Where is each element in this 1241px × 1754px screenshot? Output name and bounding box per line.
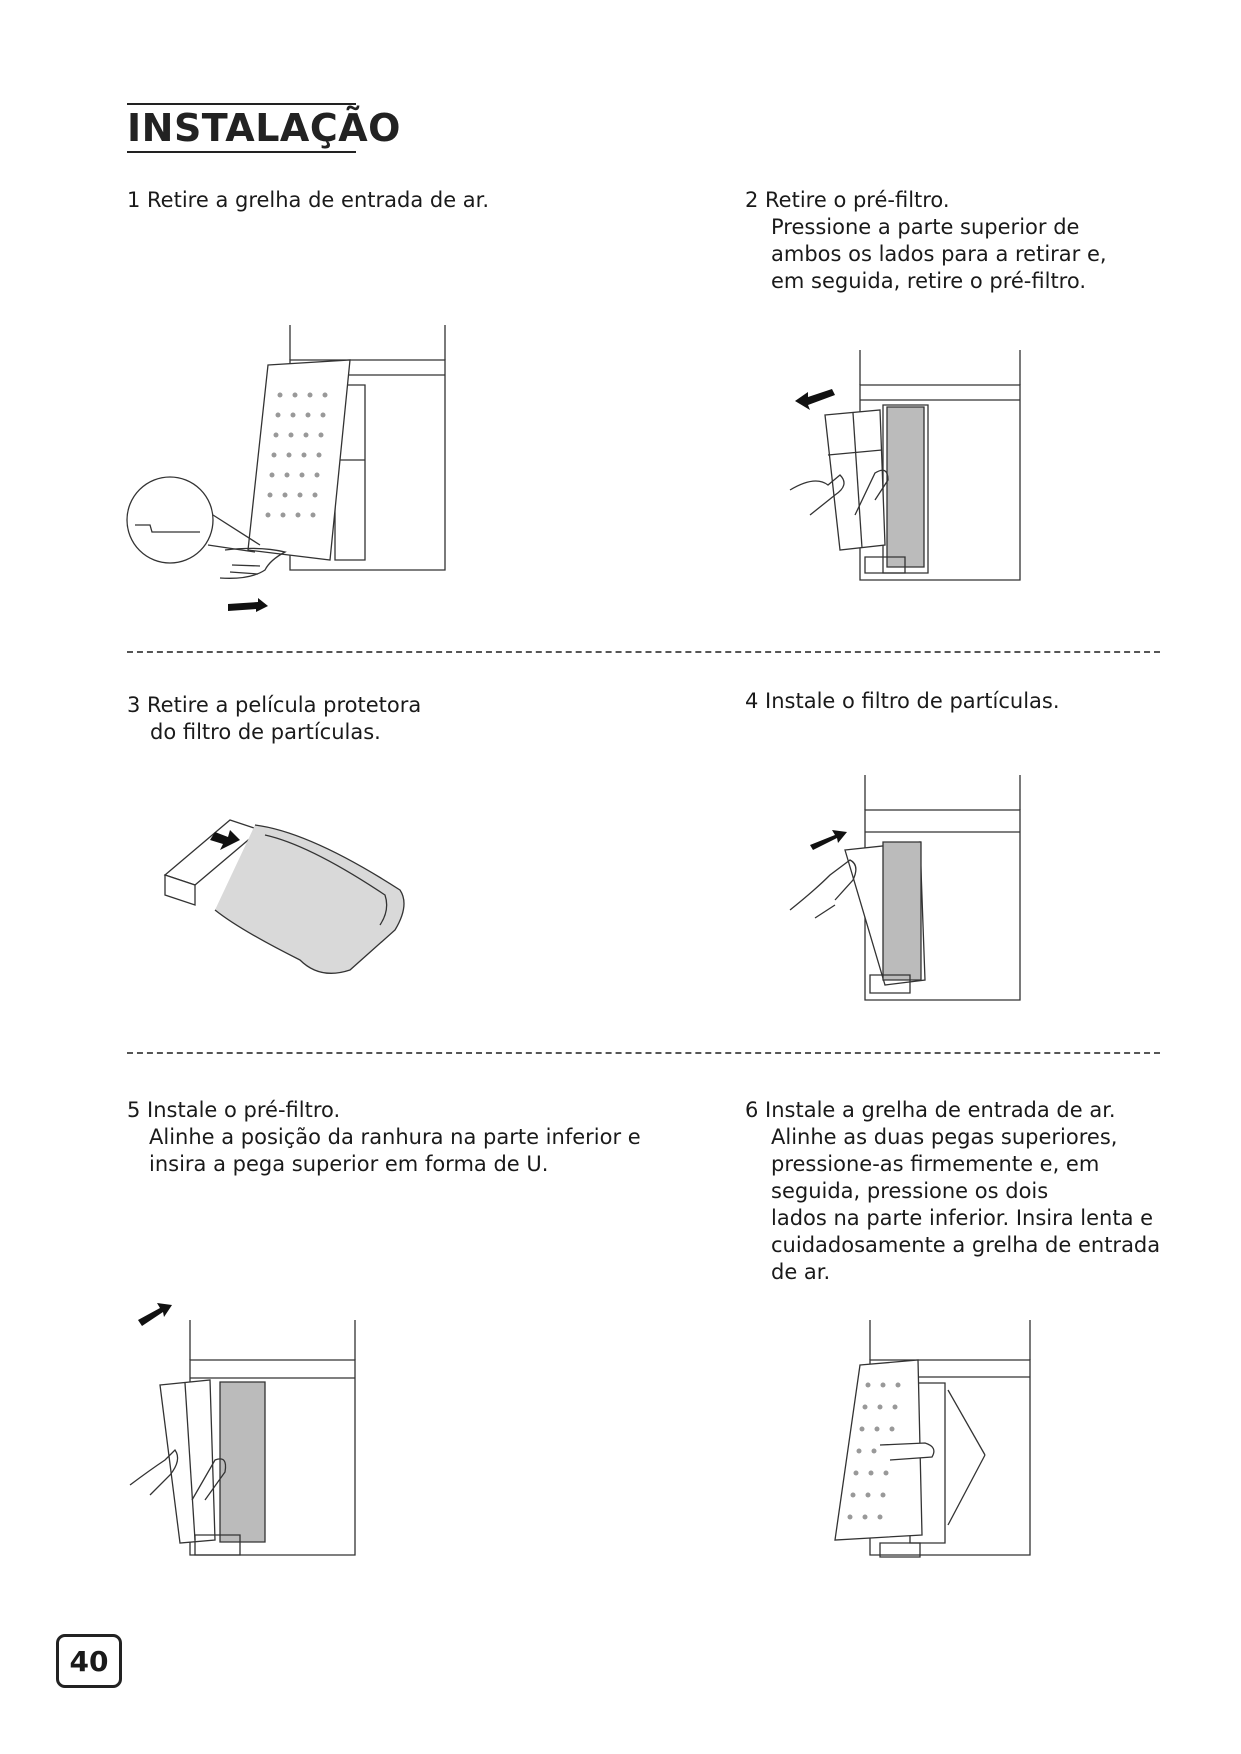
step-5-line: Alinhe a posição da ranhura na parte inferior e <box>149 1125 641 1149</box>
step-6-line: cuidadosamente a grelha de entrada <box>771 1233 1161 1257</box>
section-divider <box>127 651 1160 653</box>
step-2-line: em seguida, retire o pré-filtro. <box>771 269 1087 293</box>
step-5-text <box>127 1097 641 1178</box>
particle-filter-mesh <box>883 842 921 980</box>
step3-remove-protective-film-illustration <box>160 810 420 990</box>
step-6-line: 6 Instale a grelha de entrada de ar. <box>745 1098 1116 1122</box>
step-6-line: Alinhe as duas pegas superiores, <box>771 1125 1118 1149</box>
prefilter-frame <box>160 1380 215 1543</box>
section-divider <box>127 1052 1160 1054</box>
step-4-text <box>745 688 1060 715</box>
page-number: 40 <box>69 1644 109 1678</box>
title-underline <box>127 151 356 153</box>
step-6-line: seguida, pressione os dois <box>771 1179 1049 1203</box>
step-2-line: Pressione a parte superior de <box>771 215 1080 239</box>
hand <box>790 860 856 910</box>
push-arrow-icon <box>138 1303 172 1326</box>
step-6-line: pressione-as firmemente e, em <box>771 1152 1100 1176</box>
step5-install-prefilter-illustration <box>120 1300 380 1570</box>
step-2-line: 2 Retire o pré-filtro. <box>745 188 950 212</box>
guide-line <box>948 1390 985 1455</box>
hand-fingers <box>230 565 260 574</box>
step4-install-particle-filter-illustration <box>775 770 1045 1020</box>
step-5-line: 5 Instale o pré-filtro. <box>127 1098 341 1122</box>
page-number-box <box>56 1634 122 1688</box>
step-4-line: 4 Instale o filtro de partículas. <box>745 689 1060 713</box>
push-arrow-icon <box>810 830 847 850</box>
step1-remove-inlet-grille-illustration <box>120 320 470 620</box>
step6-install-inlet-grille-illustration <box>820 1315 1060 1565</box>
detail-notch <box>135 525 200 532</box>
guide-line <box>948 1455 985 1525</box>
particle-filter-mesh <box>887 407 924 567</box>
step-6-line: de ar. <box>771 1260 831 1284</box>
step-2-line: ambos os lados para a retirar e, <box>771 242 1107 266</box>
protective-film <box>215 825 404 973</box>
step-1-line: 1 Retire a grelha de entrada de ar. <box>127 188 490 212</box>
particle-filter-mesh <box>220 1382 265 1542</box>
detail-magnifier-circle <box>127 477 213 563</box>
step-3-line: do filtro de partículas. <box>150 720 381 744</box>
step-3-line: 3 Retire a película protetora <box>127 693 422 717</box>
hand-finger <box>815 905 835 918</box>
step-6-line: lados na parte inferior. Insira lenta e <box>771 1206 1154 1230</box>
pull-arrow-icon <box>228 598 268 612</box>
pull-arrow-icon <box>795 389 835 410</box>
step2-remove-prefilter-illustration <box>780 345 1050 595</box>
step-1-text <box>127 187 489 214</box>
step-6-text <box>745 1097 1160 1286</box>
step-5-line: insira a pega superior em forma de U. <box>149 1152 549 1176</box>
step-3-text <box>127 692 421 746</box>
unit-body <box>860 385 1020 580</box>
step-2-text <box>745 187 1107 295</box>
page-title: INSTALAÇÃO <box>127 106 401 150</box>
title-top-rule <box>127 103 356 105</box>
